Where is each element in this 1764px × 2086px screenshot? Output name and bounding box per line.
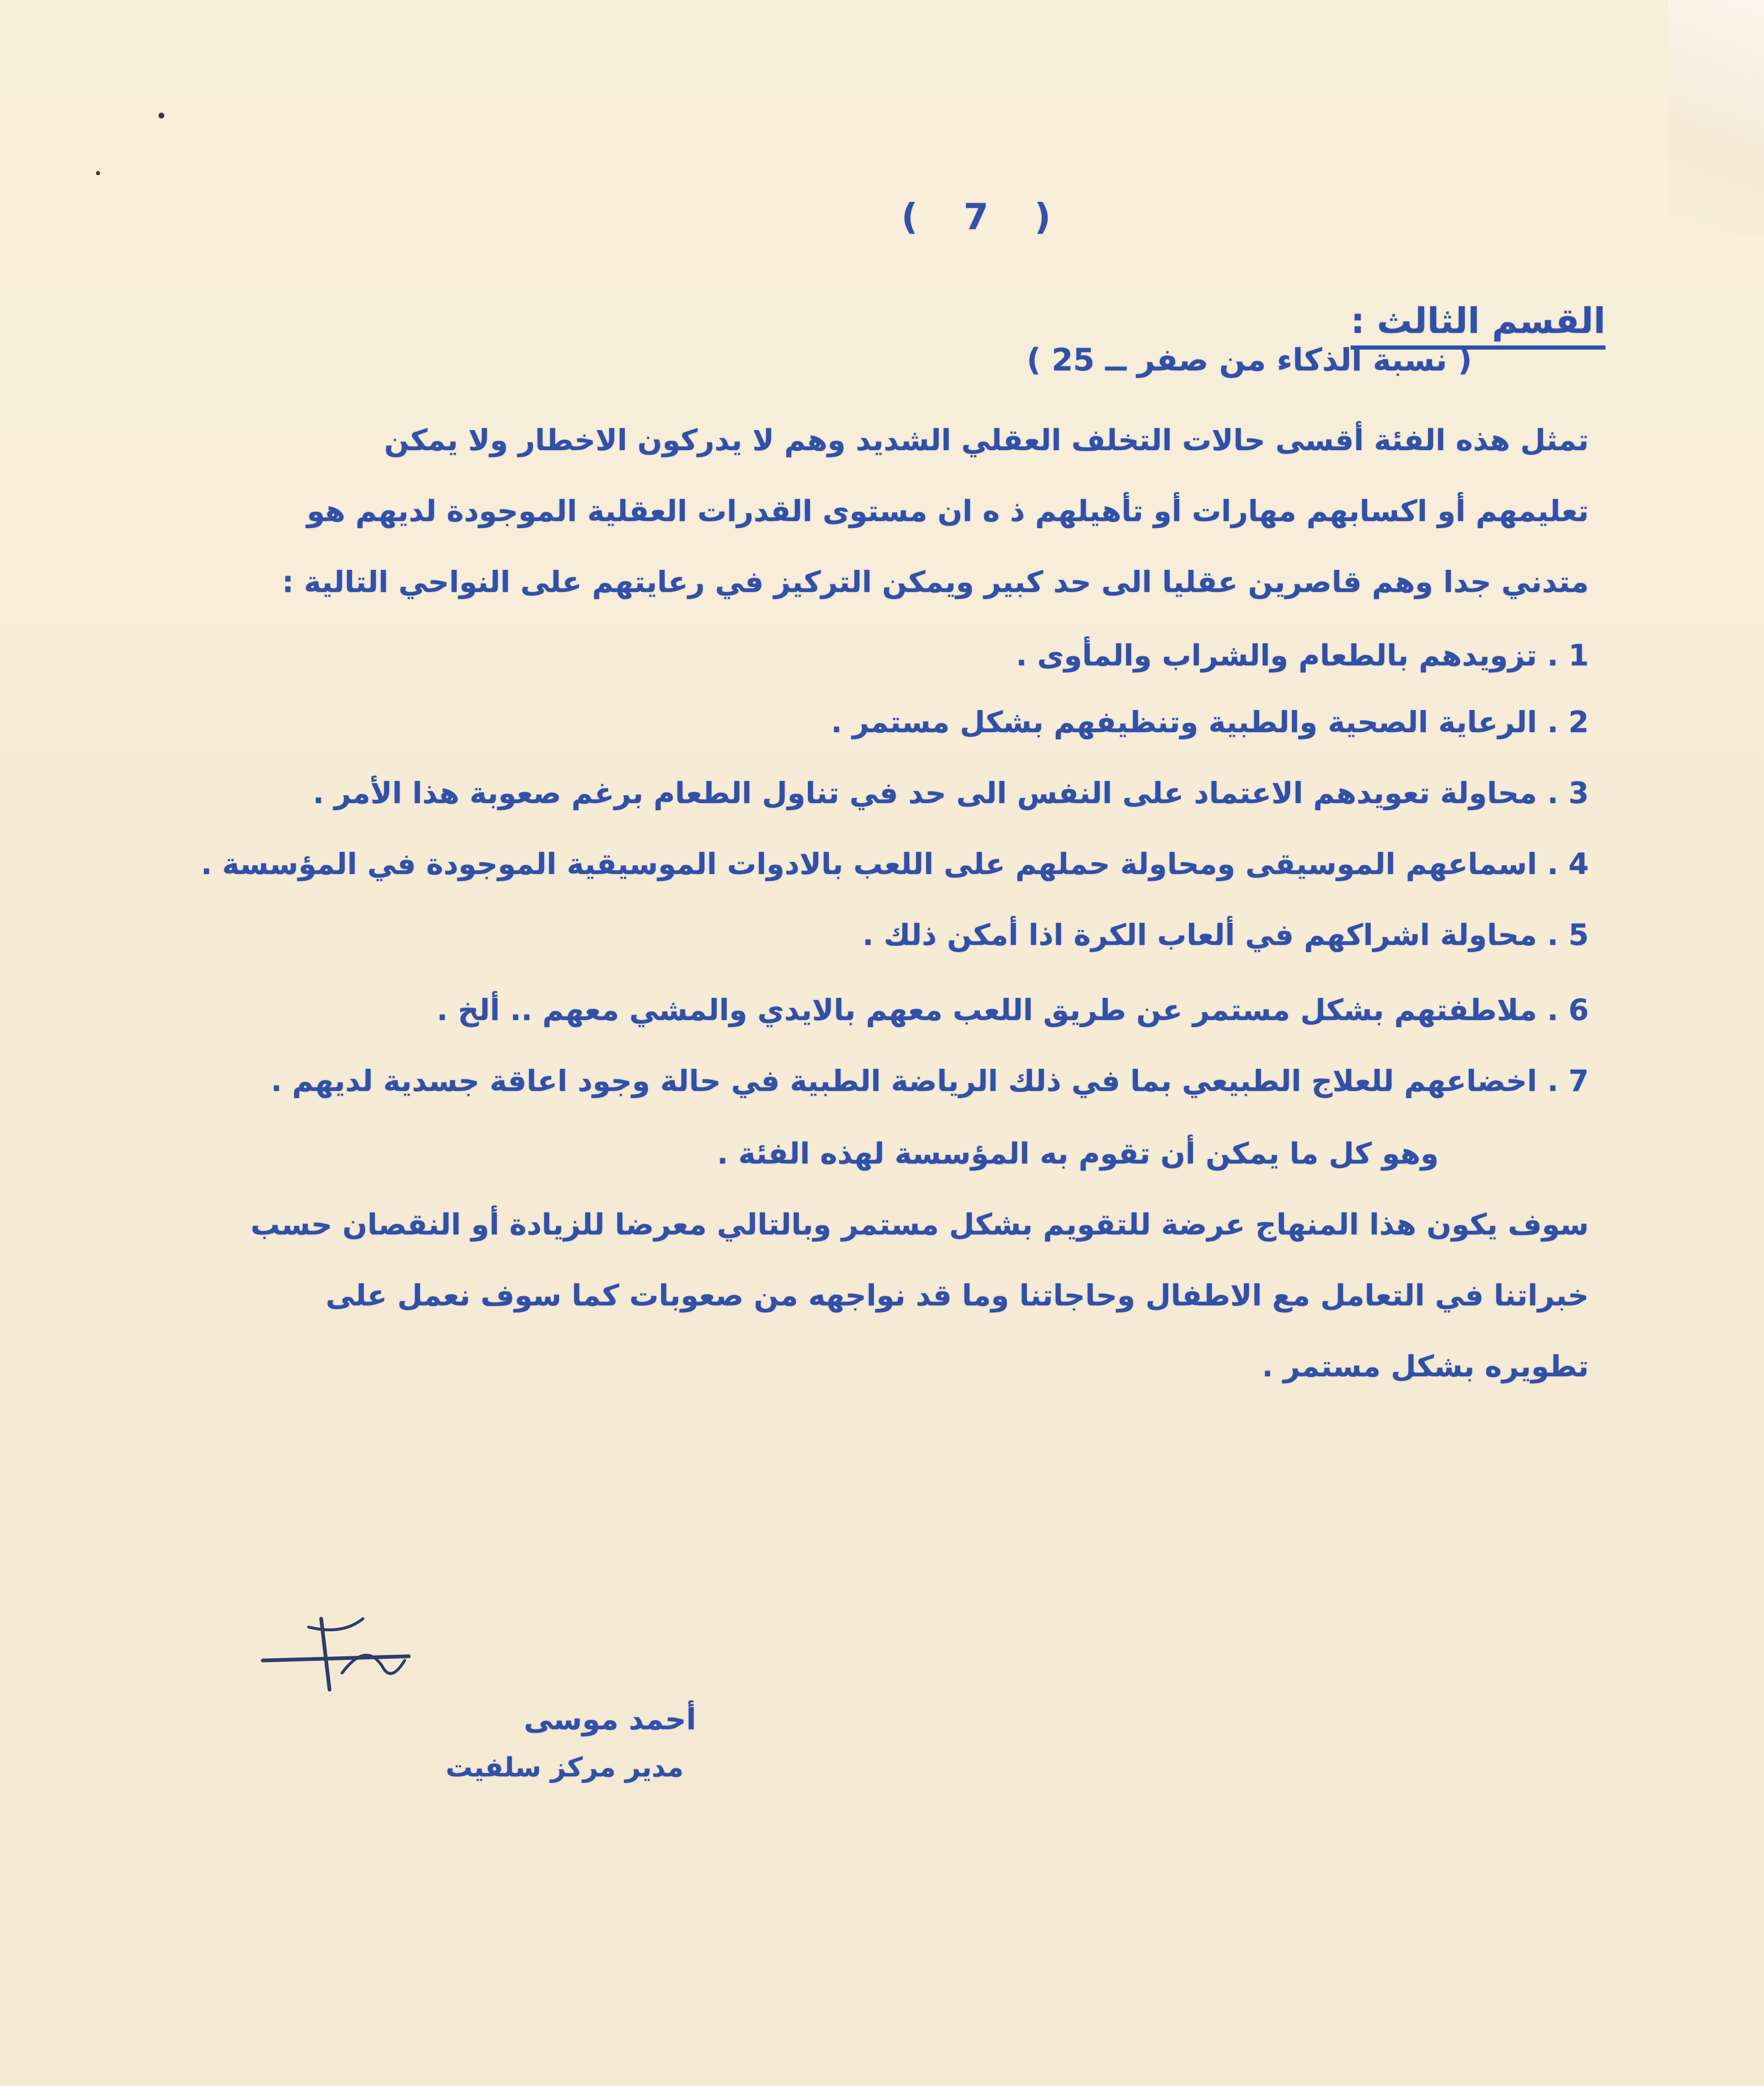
handwritten-signature bbox=[259, 1610, 417, 1694]
list-item: 4 . اسماعهم الموسيقى ومحاولة حملهم على اللعب بالادوات الموسيقية الموجودة في المؤسسة . bbox=[201, 847, 1589, 881]
list-item: 1 . تزويدهم بالطعام والشراب والمأوى . bbox=[1016, 638, 1589, 673]
closing-line: تطويره بشكل مستمر . bbox=[1262, 1349, 1589, 1383]
section-subheading: ( نسبة الذكاء من صفر ــ 25 ) bbox=[1027, 342, 1472, 378]
list-item: 2 . الرعاية الصحية والطبية وتنظيفهم بشكل مستمر . bbox=[831, 705, 1589, 739]
closing-line: سوف يكون هذا المنهاج عرضة للتقويم بشكل مستمر وبالتالي معرضا للزيادة أو النقصان حسب bbox=[250, 1207, 1589, 1242]
section-heading: القسم الثالث : bbox=[1351, 300, 1605, 350]
list-item: 6 . ملاطفتهم بشكل مستمر عن طريق اللعب معهم بالايدي والمشي معهم .. ألخ . bbox=[436, 993, 1589, 1027]
closing-line: خبراتنا في التعامل مع الاطفال وحاجاتنا وما قد نواجهه من صعوبات كما سوف نعمل على bbox=[325, 1278, 1589, 1313]
list-item: 7 . اخضاعهم للعلاج الطبيعي بما في ذلك الرياضة الطبية في حالة وجود اعاقة جسدية لديهم . bbox=[271, 1064, 1589, 1098]
intro-line: تعليمهم أو اكسابهم مهارات أو تأهيلهم ذ ه ان مستوى القدرات العقلية الموجودة لديهم هو bbox=[307, 494, 1589, 528]
list-conclusion: وهو كل ما يمكن أن تقوم به المؤسسة لهذه الفئة . bbox=[717, 1136, 1439, 1171]
folded-corner bbox=[1668, 0, 1764, 234]
paper-speck bbox=[96, 171, 100, 175]
signatory-title: مدير مركز سلفيت bbox=[445, 1752, 684, 1783]
signatory-name: أحمد موسى bbox=[523, 1702, 696, 1736]
intro-line: تمثل هذه الفئة أقسى حالات التخلف العقلي الشديد وهم لا يدركون الاخطار ولا يمكن bbox=[384, 423, 1589, 457]
list-item: 3 . محاولة تعويدهم الاعتماد على النفس الى حد في تناول الطعام برغم صعوبة هذا الأمر . bbox=[313, 776, 1589, 810]
page-number: ( 7 ) bbox=[901, 196, 1068, 238]
intro-line: متدني جدا وهم قاصرين عقليا الى حد كبير ويمكن التركيز في رعايتهم على النواحي التالية : bbox=[282, 565, 1589, 599]
list-item: 5 . محاولة اشراكهم في ألعاب الكرة اذا أمكن ذلك . bbox=[862, 918, 1589, 952]
paper-speck bbox=[159, 113, 164, 118]
